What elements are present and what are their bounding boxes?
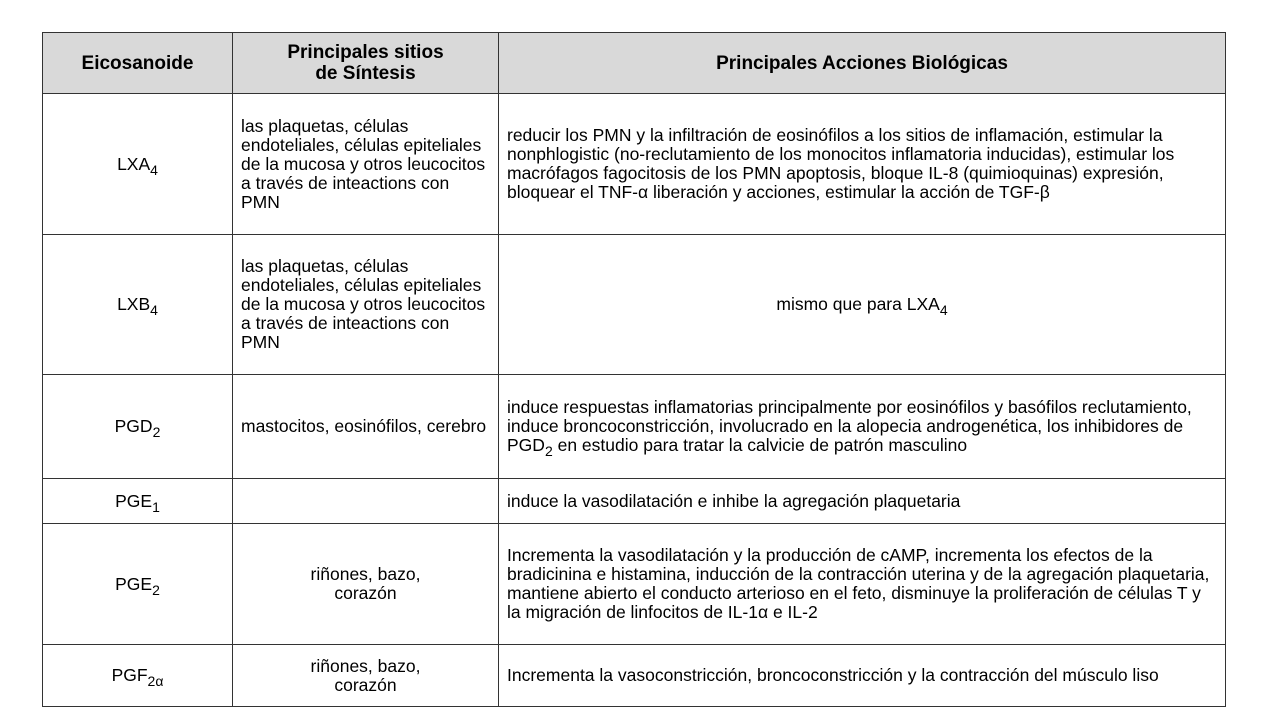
- name-subscript: 2α: [147, 672, 164, 689]
- header-eicosanoide-label: Eicosanoide: [81, 52, 194, 74]
- table-row: [43, 645, 1226, 707]
- name-subscript: 2: [152, 581, 160, 598]
- biological-actions: [499, 94, 1226, 235]
- synthesis-sites: [233, 479, 499, 524]
- eicosanoid-table: [42, 32, 1226, 707]
- actions-text-end: en estudio para tratar la calvicie de patrón masculino: [552, 435, 968, 455]
- header-eicosanoide: [43, 33, 233, 94]
- name-subscript: 1: [152, 498, 160, 515]
- actions-text: induce respuestas inflamatorias principalmente por eosinófilos y basófilos reclutamiento, induce broncoconstricción, involucrado en la alopecia androgenética, los inhibidores de PGD: [507, 397, 1192, 455]
- eicosanoid-name: [43, 524, 233, 645]
- table-row: [43, 524, 1226, 645]
- table-row: [43, 94, 1226, 235]
- synthesis-sites: [233, 375, 499, 479]
- sites-text: las plaquetas, células endoteliales, células epiteliales de la mucosa y otros leucocitos a través de inteactions con PMN: [241, 256, 486, 352]
- table-row: [43, 479, 1226, 524]
- name-base: PGE: [115, 490, 153, 511]
- name-base: PGD: [114, 416, 153, 436]
- biological-actions: [499, 375, 1226, 479]
- name-subscript: 4: [150, 301, 158, 318]
- synthesis-sites: [233, 645, 499, 707]
- biological-actions: [499, 645, 1226, 707]
- name-base: LXB: [117, 294, 151, 314]
- synthesis-sites: [233, 524, 499, 645]
- actions-text: mismo que para LXA: [776, 294, 940, 314]
- biological-actions: [499, 524, 1226, 645]
- header-sitios-line2: de Síntesis: [315, 63, 416, 84]
- actions-text: induce la vasodilatación e inhibe la agregación plaquetaria: [507, 490, 961, 511]
- header-acciones: [499, 33, 1226, 94]
- header-row: [43, 33, 1226, 94]
- sites-text: riñones, bazo, corazón: [310, 655, 421, 695]
- biological-actions: [499, 479, 1226, 524]
- eicosanoid-name: [43, 645, 233, 707]
- actions-text: reducir los PMN y la infiltración de eosinófilos a los sitios de inflamación, estimular la nonphlogistic (no-reclutamiento de los monocitos inflamatoria inducidas), estimular los macrófagos fagocitosis de los PMN apoptosis, bloque IL-8 (quimioquinas) expresión, bloquear el TNF-α liberación y acciones, estimular la acción de TGF-β: [507, 125, 1175, 202]
- eicosanoid-name: [43, 479, 233, 524]
- table-row: [43, 235, 1226, 375]
- biological-actions: [499, 235, 1226, 375]
- header-acciones-label: Principales Acciones Biológicas: [716, 52, 1008, 74]
- sites-text: riñones, bazo, corazón: [310, 564, 421, 603]
- name-base: PGF: [111, 665, 148, 685]
- table-row: [43, 375, 1226, 479]
- sites-text: las plaquetas, células endoteliales, células epiteliales de la mucosa y otros leucocitos a través de inteactions con PMN: [241, 115, 486, 212]
- actions-subscript: 4: [939, 301, 948, 318]
- eicosanoid-name: [43, 375, 233, 479]
- eicosanoid-name: [43, 235, 233, 375]
- name-subscript: 4: [150, 161, 158, 178]
- actions-text: Incrementa la vasodilatación y la producción de cAMP, incrementa los efectos de la bradicinina e histamina, inducción de la contracción uterina y de la agregación plaquetaria, mantiene abierto el conducto arterioso en el feto, disminuye la proliferación de células T y la migración de linfocitos de IL-1α e IL-2: [507, 545, 1210, 622]
- header-sitios-line1: Principales sitios: [287, 42, 444, 63]
- header-sitios: [233, 33, 499, 94]
- name-base: PGE: [115, 573, 153, 594]
- synthesis-sites: [233, 94, 499, 235]
- actions-text: Incrementa la vasoconstricción, broncoconstricción y la contracción del músculo liso: [507, 665, 1159, 685]
- name-subscript: 2: [152, 423, 161, 440]
- sites-text: mastocitos, eosinófilos, cerebro: [241, 416, 487, 436]
- name-base: LXA: [117, 153, 151, 174]
- synthesis-sites: [233, 235, 499, 375]
- actions-subscript: 2: [544, 442, 553, 459]
- eicosanoid-name: [43, 94, 233, 235]
